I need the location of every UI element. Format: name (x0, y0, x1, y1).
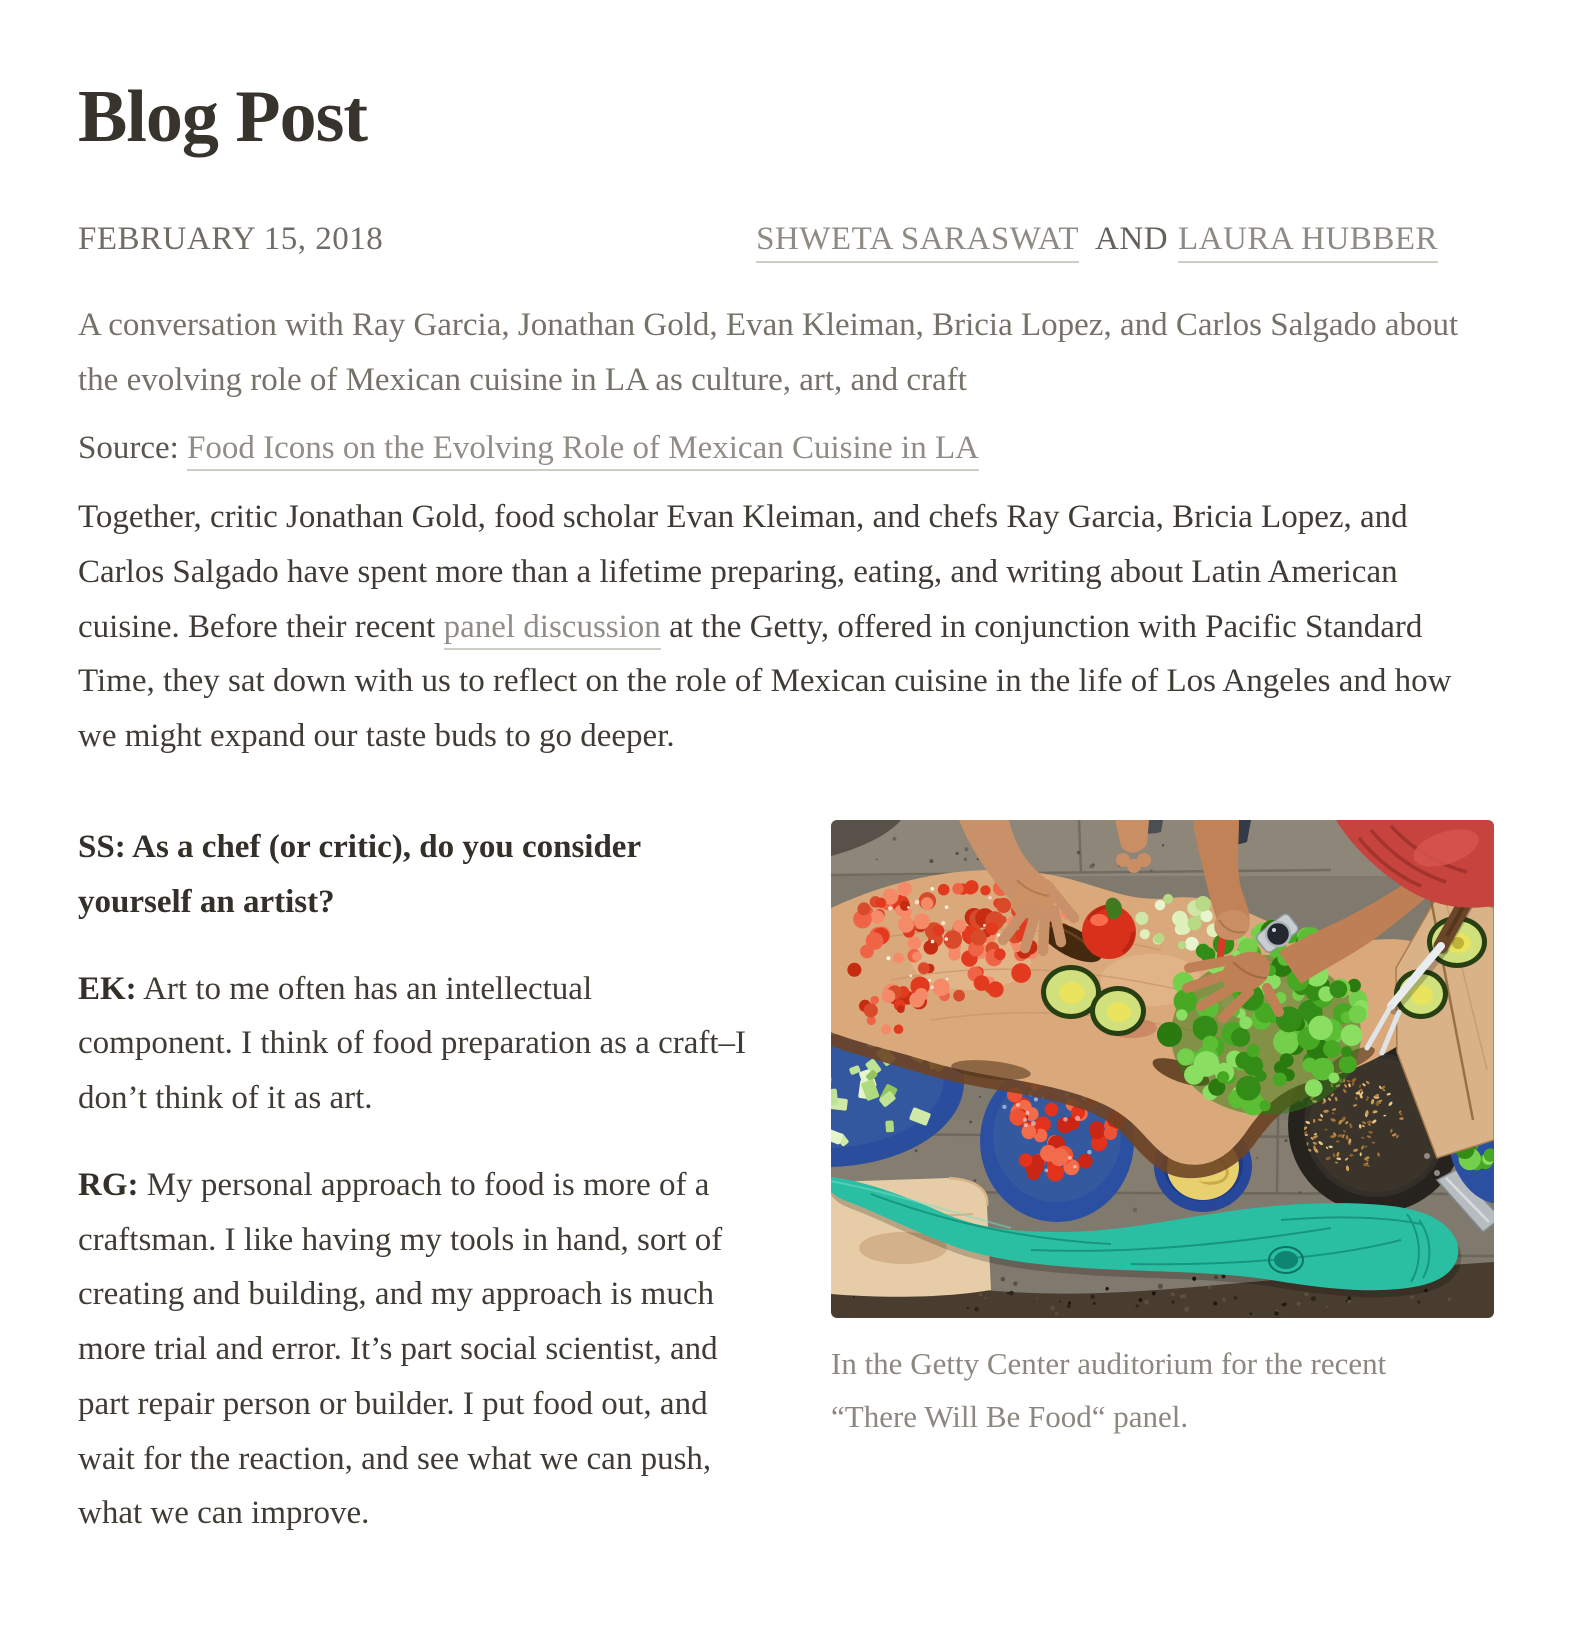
article-figure (831, 820, 1494, 1443)
question-speaker: SS: (78, 829, 126, 865)
qa-column (78, 820, 750, 1573)
post-date: FEBRUARY 15, 2018 (78, 221, 383, 258)
body-text-before-link: Together, critic Jonathan Gold, food scholar Evan Kleiman, and chefs Ray Garcia, Bricia Lopez, and Carlos Salgado have spent more than a lifetime preparing, eating, and writing about Latin American cuisine. Before their recent (78, 499, 1408, 645)
meta-row (78, 221, 1494, 258)
panel-discussion-link[interactable]: panel discussion (444, 609, 661, 650)
speaker-initials-ek: EK: (78, 971, 137, 1007)
question-text: As a chef (or critic), do you consider yourself an artist? (78, 829, 641, 920)
content-columns (78, 820, 1494, 1573)
answer-paragraph-ek (78, 962, 750, 1126)
authors (756, 221, 1494, 258)
author-link-shweta-saraswat[interactable]: SHWETA SARASWAT (756, 221, 1079, 263)
photo-caption: In the Getty Center auditorium for the recent “There Will Be Food“ panel. (831, 1338, 1431, 1443)
answer-text-ek: Art to me often has an intellectual component. I think of food preparation as a craft–I don’t think of it as art. (78, 971, 746, 1117)
body-text-after-link: at the Getty, offered in conjunction with Pacific Standard Time, they sat down with us to reflect on the role of Mexican cuisine in the life of Los Angeles and how we might expand our taste buds to go deeper. (78, 609, 1452, 755)
answer-paragraph-rg (78, 1158, 750, 1541)
authors-separator: AND (1095, 221, 1168, 257)
source-line (78, 421, 1494, 476)
body-paragraph (78, 490, 1494, 764)
author-link-laura-hubber[interactable]: LAURA HUBBER (1178, 221, 1438, 263)
question-paragraph (78, 820, 750, 930)
source-link[interactable]: Food Icons on the Evolving Role of Mexican Cuisine in LA (187, 430, 979, 471)
intro-paragraph: A conversation with Ray Garcia, Jonathan Gold, Evan Kleiman, Bricia Lopez, and Carlos Salgado about the evolving role of Mexican cuisine in LA as culture, art, and craft (78, 298, 1494, 408)
food-prep-photo (831, 820, 1494, 1318)
page-title: Blog Post (78, 76, 1494, 159)
answer-text-rg: My personal approach to food is more of a craftsman. I like having my tools in hand, sort of creating and building, and my approach is much more trial and error. It’s part social scientist, and part repair person or builder. I put food out, and wait for the reaction, and see what we can push, what we can improve. (78, 1167, 722, 1532)
source-label: Source: (78, 430, 187, 466)
speaker-initials-rg: RG: (78, 1167, 139, 1203)
